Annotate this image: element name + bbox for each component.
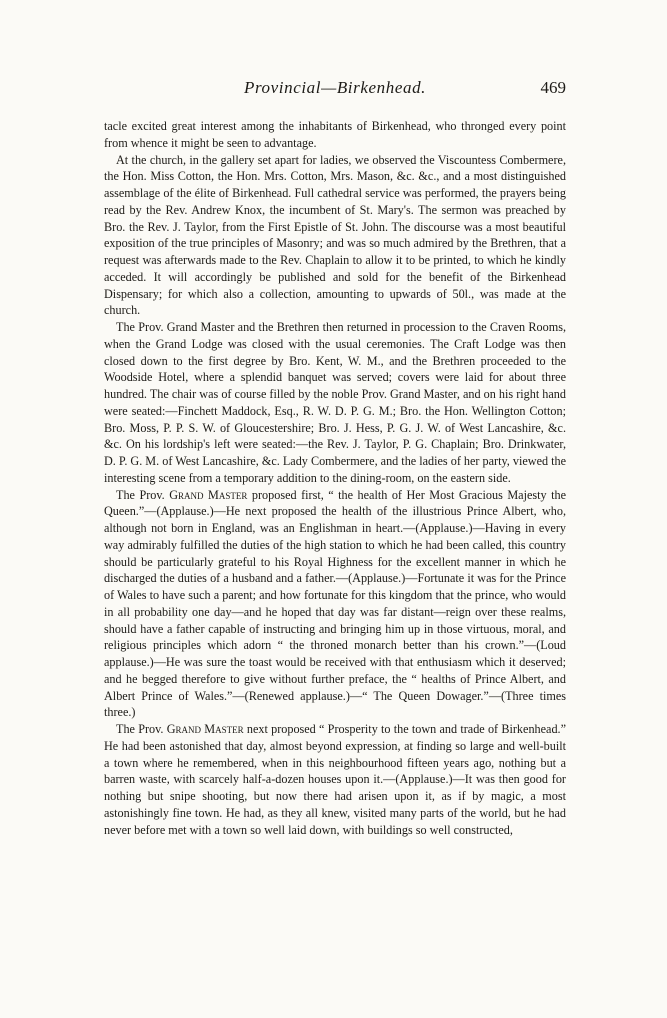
paragraph-3: The Prov. Grand Master and the Brethren then returned in procession to the Craven Rooms, when the Grand Lodge was closed with the usual ceremonies. The Craft Lodge was then closed down to the first degree by Bro. Kent, W. M., and the Brethren proceeded to the Woodside Hotel, where a splendid banquet was served; covers were laid for about three hundred. The chair was of course filled by the noble Prov. Grand Master, and on his right hand were seated:—Finchett Maddock, Esq., R. W. D. P. G. M.; Bro. the Hon. Wellington Cotton; Bro. Moss, P. P. S. W. of Gloucestershire; Bro. J. Hess, P. G. J. W. of West Lancashire, &c. &c. On his lordship's left were seated:—the Rev. J. Taylor, P. G. Chaplain; Bro. Drinkwater, D. P. G. M. of West Lancashire, &c. Lady Combermere, and the ladies of her party, viewed the interesting scene from a temporary addition to the dining-room, on the eastern side.	[104, 320, 567, 485]
paragraph-2: At the church, in the gallery set apart for ladies, we observed the Viscountess Combermere, the Hon. Miss Cotton, the Hon. Mrs. Cotton, Mrs. Mason, &c. &c., and a most distinguished assemblage of the élite of Birkenhead. Full cathedral service was performed, the prayers being read by the Rev. Andrew Knox, the incumbent of St. Mary's. The sermon was preached by Bro. the Rev. J. Taylor, from the First Epistle of St. John. The discourse was a most beautiful exposition of the true principles of Masonry; and was so much admired by the Brethren, that a request was afterwards made to the Rev. Chaplain to allow it to be printed, to which he kindly acceded. It will accordingly be published and sold for the benefit of the Birkenhead Dispensary; for which also a collection, amounting to upwards of 50l., was made at the church.	[104, 152, 566, 318]
paragraph-5-lead: The Prov.	[116, 722, 167, 736]
body-text	[104, 118, 566, 838]
page-header	[104, 78, 566, 104]
paragraph-1: tacle excited great interest among the inhabitants of Birkenhead, who thronged every point from whence it might be seen to advantage.	[104, 119, 566, 150]
page-number: 469	[540, 78, 566, 97]
paragraph-5	[104, 721, 566, 838]
running-title: Provincial—Birkenhead.	[243, 78, 427, 97]
grand-master-smallcaps: Grand Master	[169, 487, 248, 502]
paragraph-4	[104, 487, 566, 722]
paragraph-5-text: next proposed “ Prosperity to the town and trade of Birkenhead.” He had been astonished that day, almost beyond expression, at finding so large and well-built a town where he remembered, when in this neighbourhood fifteen years ago, nothing but a barren waste, with scarcely half-a-dozen houses upon it.—(Applause.)—It was then good for nothing but snipe shooting, but now there had arisen upon it, as if by magic, a most astonishingly fine town. He had, as they all knew, visited many parts of the world, but he had never before met with a town so well laid down, with buildings so well constructed,	[104, 722, 566, 837]
grand-master-smallcaps: Grand Master	[166, 722, 244, 736]
paragraph-4-lead: The Prov.	[116, 487, 170, 502]
paragraph-4-text: proposed first, “ the health of Her Most Gracious Majesty the Queen.”—(Applause.)—He next proposed the health of the illustrious Prince Albert, who, although not born in England, was an Englishman in heart.—(Applause.)—Having in every way admirably fulfilled the duties of the high station to which he had been called, this country should be particularly grateful to his Royal Highness for the excellent manner in which he discharged the duties of a husband and a father.—(Applause.)—Fortunate it was for the Prince of Wales to have such a parent; and how fortunate for this kingdom that the prince, who would in all probability one day—and he hoped that day was far distant—reign over these realms, should have a father capable of instructing and bringing him up in those virtuous, moral, and religious principles which adorn “ the throned monarch better than his crown.”—(Loud applause.)—He was sure the toast would be received with that enthusiasm which it deserved; and he begged therefore to give without further preface, the “ healths of Prince Albert, and Albert Prince of Wales.”—(Renewed applause.)—“ The Queen Dowager.”—(Three times three.)	[104, 487, 566, 720]
